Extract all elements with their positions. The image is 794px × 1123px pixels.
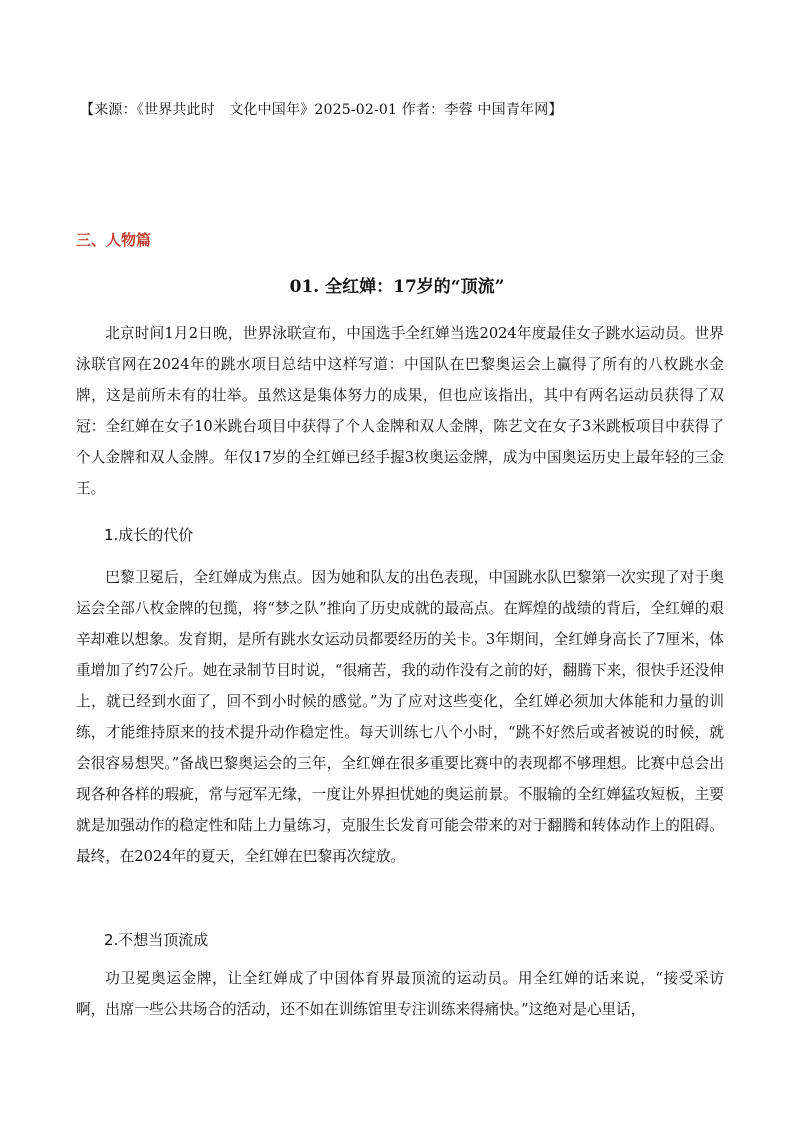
subsection-heading-not-top: 2.不想当顶流成	[104, 931, 209, 949]
growth-paragraph: 巴黎卫冕后，全红婵成为焦点。因为她和队友的出色表现，中国跳水队巴黎第一次实现了对于奥运会全部八枚金牌的包揽，将“梦之队”推向了历史成就的最高点。在辉煌的战绩的背后，全红婵的艰辛却难以想象。发育期，是所有跳水女运动员都要经历的关卡。3年期间，全红婵身高长了7厘米，体重增加了约7公斤。她在录制节目时说，“很痛苦，我的动作没有之前的好，翻腾下来，很快手还没伸上，就已经到水面了，回不到小时候的感觉。”为了应对这些变化，全红婵必须加大体能和力量的训练，才能维持原来的技术提升动作稳定性。每天训练七八个小时，“跳不好然后或者被说的时候，就会很容易想哭。”备战巴黎奥运会的三年，全红婵在很多重要比赛中的表现都不够理想。比赛中总会出现各种各样的瑕疵，常与冠军无缘，一度让外界担忧她的奥运前景。不服输的全红婵猛攻短板，主要就是加强动作的稳定性和陆上力量练习，克服生长发育可能会带来的对于翻腾和转体动作上的阻碍。最终，在2024年的夏天，全红婵在巴黎再次绽放。	[76, 569, 724, 865]
intro-paragraph: 北京时间1月2日晚，世界泳联宣布，中国选手全红婵当选2024年度最佳女子跳水运动员。世界泳联官网在2024年的跳水项目总结中这样写道：中国队在巴黎奥运会上赢得了所有的八枚跳水金牌，这是前所未有的壮举。虽然这是集体努力的成果，但也应该指出，其中有两名运动员获得了双冠：全红婵在女子10米跳台项目中获得了个人金牌和双人金牌，陈艺文在女子3米跳板项目中获得了个人金牌和双人金牌。年仅17岁的全红婵已经手握3枚奥运金牌，成为中国奥运历史上最年轻的三金王。	[76, 325, 724, 497]
article-title: 01. 全红婵：17岁的“顶流”	[289, 277, 505, 297]
subsection-heading-growth: 1.成长的代价	[104, 526, 194, 544]
source-citation: 【来源：《世界共此时 文化中国年》2025-02-01 作者：李蓉 中国青年网】	[80, 102, 563, 118]
not-top-paragraph: 功卫冕奥运金牌，让全红婵成了中国体育界最顶流的运动员。用全红婵的话来说，“接受采访啊，出席一些公共场合的活动，还不如在训练馆里专注训练来得痛快。”这绝对是心里话，	[76, 970, 724, 1018]
section-heading: 三、人物篇	[76, 231, 152, 249]
